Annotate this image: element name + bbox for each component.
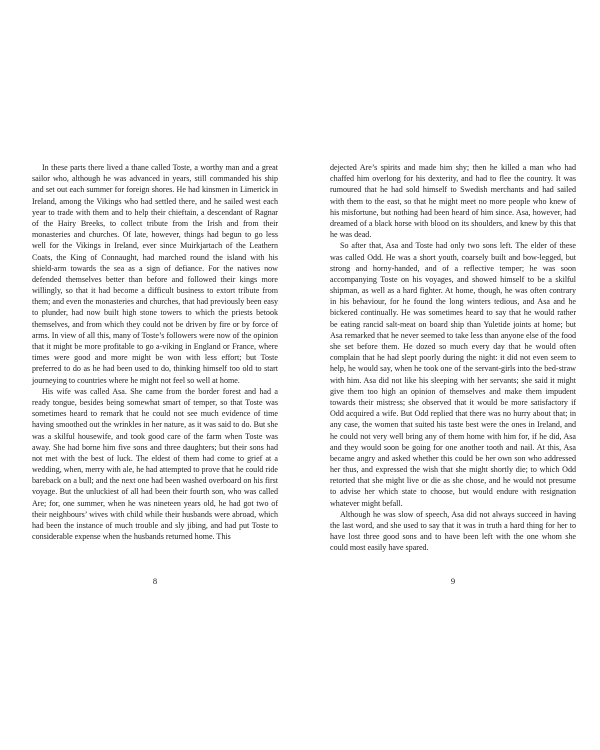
- left-page-text: [32, 162, 278, 542]
- page-number: 8: [152, 576, 158, 586]
- paragraph: dejected Are’s spirits and made him shy; then he killed a man who had chaffed him overlong for his dexterity, and had to flee the country. It was rumoured that he had sold himself to Swedish merchants and had sailed with them to the east, so that he might meet no more people who knew of his misfortune, but nothing had been heard of him since. Asa, however, had dreamed of a black horse with blood on its shoulders, and knew by this that he was dead.: [330, 163, 576, 240]
- right-page-text: [330, 162, 576, 554]
- paragraph: His wife was called Asa. She came from the border forest and had a ready tongue, besides being somewhat smart of temper, so that Toste was sometimes heard to remark that he could not see much evidence of time having smoothed out the wrinkles in her nature, as it was said to do. But she was a skilful housewife, and took good care of the farm when Toste was away. She had borne him five sons and three daughters; but their sons had not met with the best of luck. The eldest of them had come to grief at a wedding, when, merry with ale, he had attempted to prove that he could ride bareback on a bull; and the next one had been washed overboard on his first voyage. But the unluckiest of all had been their fourth son, who was called Are; for, one summer, when he was nineteen years old, he had got two of their neighbours’ wives with child while their husbands were abroad, which had been the instance of much trouble and sly jibing, and had put Toste to considerable expense when the husbands returned home. This: [32, 386, 278, 542]
- paragraph: Although he was slow of speech, Asa did not always succeed in having the last word, and she used to say that it was in truth a hard thing for her to have lost three good sons and to have been left with the one whom she could most easily have spared.: [330, 509, 576, 553]
- paragraph: In these parts there lived a thane called Toste, a worthy man and a great sailor who, although he was advanced in years, still commanded his ship and set out each summer for foreign shores. He had kinsmen in Limerick in Ireland, among the Vikings who had settled there, and he sailed west each year to trade with them and to help their chieftain, a descendant of Ragnar of the Hairy Breeks, to collect tribute from the Irish and from their monasteries and churches. Of late, however, things had begun to go less well for the Vikings in Ireland, ever since Muirkjartach of the Leathern Coats, the King of Connaught, had marched round the island with his shield-arm towards the sea as a sign of defiance. For the natives now defended themselves better than before and followed their kings more willingly, so that it had become a difficult business to extort tribute from them; and even the monasteries and churches, that had previously been easy to plunder, had now built high stone towers to which the priests betook themselves, and from which they could not be driven by fire or by force of arms. In view of all this, many of Toste’s followers were now of the opinion that it might be more profitable to go a-viking in England or France, where times were good and more might be won with less effort; but Toste preferred to do as he had been used to do, thinking himself too old to start journeying to countries where he might not feel so well at home.: [32, 163, 278, 385]
- page-number: 9: [450, 576, 456, 586]
- paragraph: So after that, Asa and Toste had only two sons left. The elder of these was called Odd. He was a short youth, coarsely built and bow-legged, but strong and horny-handed, and of a reflective temper; he was soon accompanying Toste on his voyages, and showed himself to be a skilful shipman, as well as a hard fighter. At home, though, he was often contrary in his behaviour, for he found the long winters tedious, and Asa and he bickered continually. He was sometimes heard to say that he would rather be eating rancid salt-meat on board ship than Yuletide joints at home; but Asa remarked that he never seemed to take less than anyone else of the food she set before them. He dozed so much every day that he would often complain that he had slept poorly during the night: it did not even seem to help, he would say, when he took one of the servant-girls into the bed-straw with him. Asa did not like his sleeping with her servants; she said it might give them too high an opinion of themselves and make them impudent towards their mistress; she observed that it would be more satisfactory if Odd acquired a wife. But Odd replied that there was no hurry about that; in any case, the women that suited his taste best were the ones in Ireland, and he could not very well bring any of them home with him for, if he did, Asa and they would soon be going for one another tooth and nail. At this, Asa became angry and asked whether this could be her own son who addressed her thus, and expressed the wish that she might shortly die; to which Odd retorted that she might live or die as she chose, and he would not presume to advise her which state to choose, but would endure with resignation whatever might befall.: [330, 241, 576, 508]
